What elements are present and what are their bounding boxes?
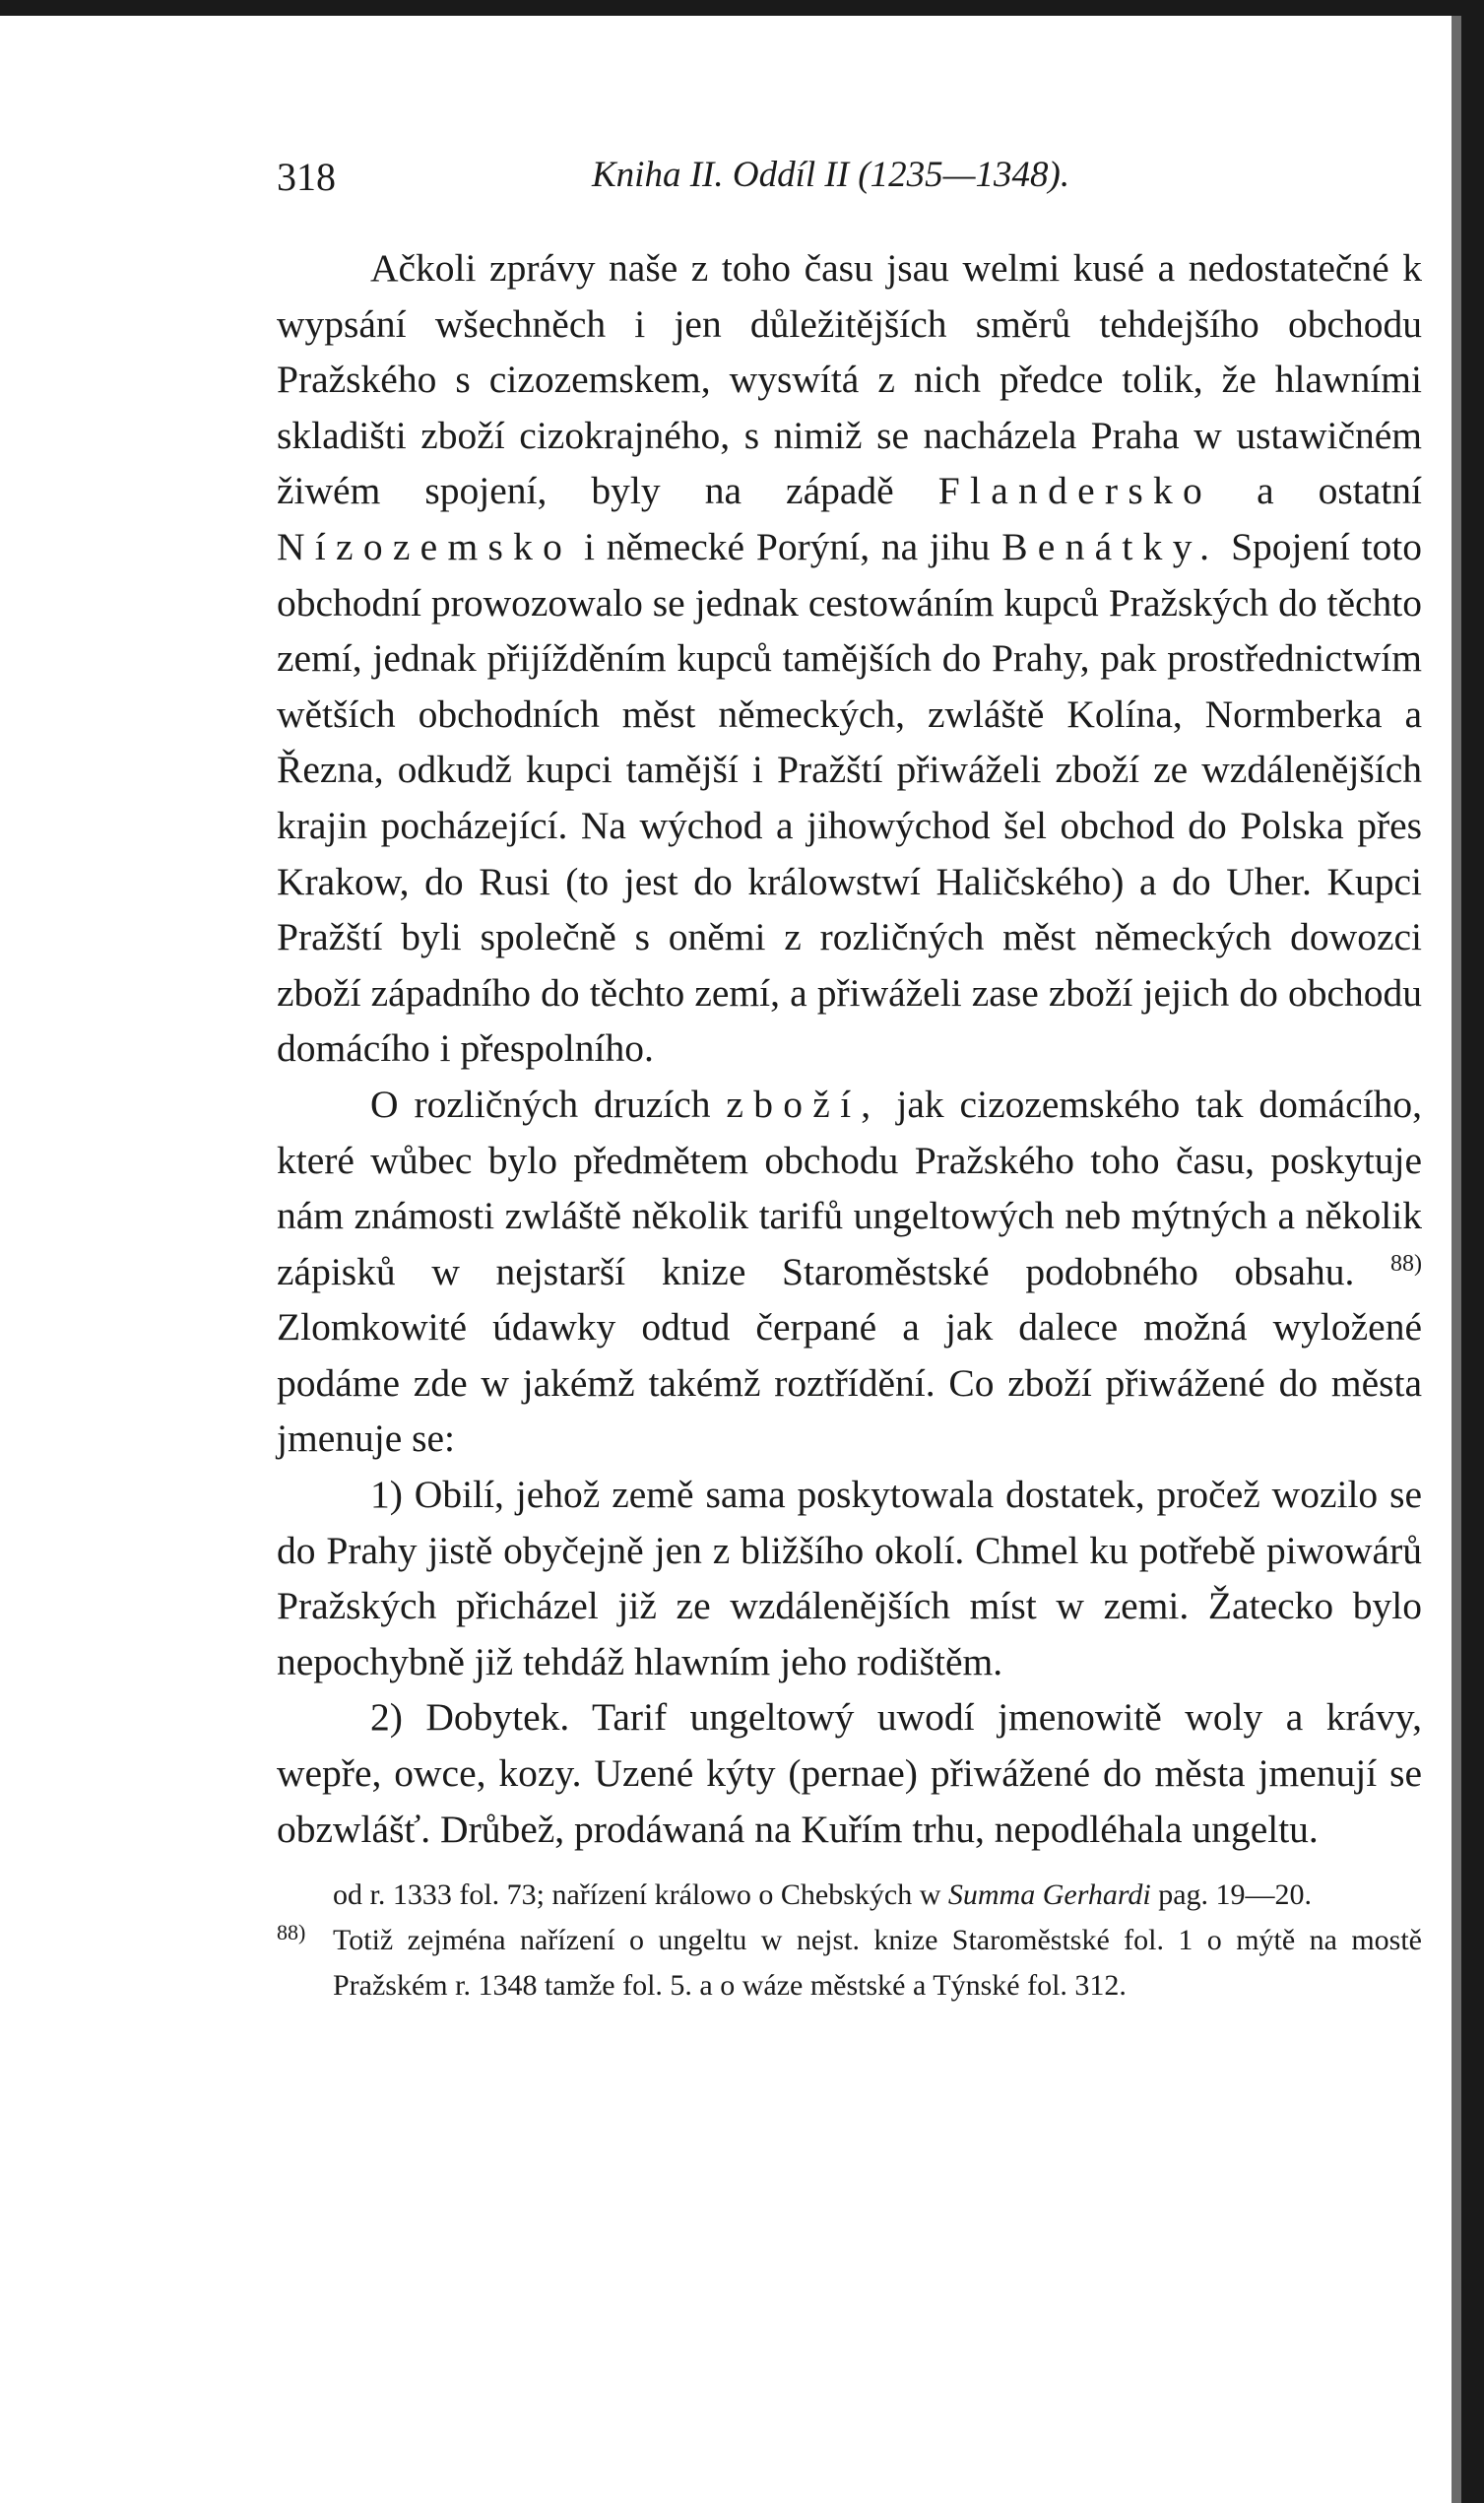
paragraph-kinds-of-goods — [277, 1077, 1422, 1467]
paragraph-trade-routes — [277, 240, 1422, 1077]
paragraph-text: Zlomkowité údawky odtud čerpané a jak dalece možná wyložené podáme zde w jakémž takémž roztřídění. Co zboží přiwážené do města jmenuje se: — [277, 1305, 1422, 1461]
paragraph-text: O rozličných druzích — [370, 1082, 711, 1126]
footnote-88: 88) Totiž zejména nařízení o ungeltu w nejst. knize Staroměstské fol. 1 o mýtě na mostě Pražském r. 1348 tamže fol. 5. a o wáze městské a Týnské fol. 312. — [277, 1920, 1422, 2003]
paragraph-text: a ostatní — [1257, 469, 1423, 513]
footnotes — [277, 1873, 1422, 2009]
footnote-text: pag. 19—20. — [1158, 1878, 1313, 1912]
spaced-term-flanders: Flandersko — [937, 469, 1212, 513]
footnote-reference: 88) — [1390, 1250, 1422, 1277]
paragraph-text: jak cizozemského tak domácího, které wůbec bylo předmětem obchodu Pražského toho času, poskytuje nám známosti zwláště několik tarifů ungeltowých neb mýtných a několik zápisků w nejstarší knize Staroměstské podobného obsahu. — [277, 1082, 1423, 1293]
scan-border-top — [0, 0, 1484, 16]
paragraph-text: i německé Porýní, na jihu — [583, 524, 991, 568]
running-head: Kniha II. Oddíl II (1235—1348). — [592, 155, 1070, 195]
paragraph-grain: 1) Obilí, jehož země sama poskytowala dostatek, pročež wozilo se do Prahy jistě obyčejně jen z bližšího okolí. Chmel ku potřebě piwowárů Pražských přicházel již ze wzdálenějších míst w zemi. Žatecko bylo nepochybně již tehdáž hlawním jeho rodištěm. — [277, 1473, 1422, 1683]
spaced-term-goods: zboží, — [726, 1082, 881, 1126]
paragraph-livestock: 2) Dobytek. Tarif ungeltowý uwodí jmenowitě woly a krávy, wepře, owce, kozy. Uzené kýty (pernae) přiwážené do města jmenují se obzwlášť. Drůbež, prodáwaná na Kuřím trhu, nepodléhala ungeltu. — [277, 1695, 1422, 1851]
scan-border-right-shadow — [1452, 16, 1461, 2503]
spaced-term-venice: Benátky. — [1001, 524, 1220, 568]
page-number: 318 — [277, 155, 336, 199]
book-page — [277, 148, 1422, 2009]
footnote-title: Summa Gerhardi — [947, 1878, 1151, 1912]
footnote-text: od r. 1333 fol. 73; nařízení králowo o Chebských w — [333, 1878, 941, 1912]
paragraph-text: Ačkoli zprávy naše z toho času jsau welmi kusé a nedostatečné k wypsání wšechněch i jen důležitějších směrů tehdejšího obchodu Pražského s cizozemskem, wyswítá z nich předce tolik, že hlawními skladišti zboží cizokrajného, s nimiž se nacházela Praha w ustawičném žiwém spojení, byly na západě — [277, 246, 1422, 513]
paragraph-text: Spojení toto obchodní prowozowalo se jednak cestowáním kupců Pražských do těchto zemí, jednak přijížděním kupců tamějších do Prahy, pak prostřednictwím wětších obchodních měst německých, zwláště Kolína, Normberka a Řezna, odkudž kupci tamější i Pražští přiwáželi zboží ze wzdálenějších krajin pocházející. Na wýchod a jihowýchod šel obchod do Polska přes Krakow, do Rusi (to jest do králowstwí Haličského) a do Uher. Kupci Pražští byli společně s oněmi z rozličných měst německých dowozci zboží západního do těchto zemí, a přiwáželi zase zboží jejich do obchodu domácího i přespolního. — [277, 524, 1423, 1071]
scan-border-right — [1461, 0, 1484, 2503]
body-text — [277, 240, 1422, 1857]
spaced-term-netherlands: Nízozemsko — [277, 524, 573, 568]
footnote-continuation — [277, 1873, 1422, 1918]
footnote-text: Totiž zejména nařízení o ungeltu w nejst. knize Staroměstské fol. 1 o mýtě na mostě Pražském r. 1348 tamže fol. 5. a o wáze městské a Týnské fol. 312. — [333, 1924, 1422, 2003]
page-header — [277, 148, 1422, 207]
